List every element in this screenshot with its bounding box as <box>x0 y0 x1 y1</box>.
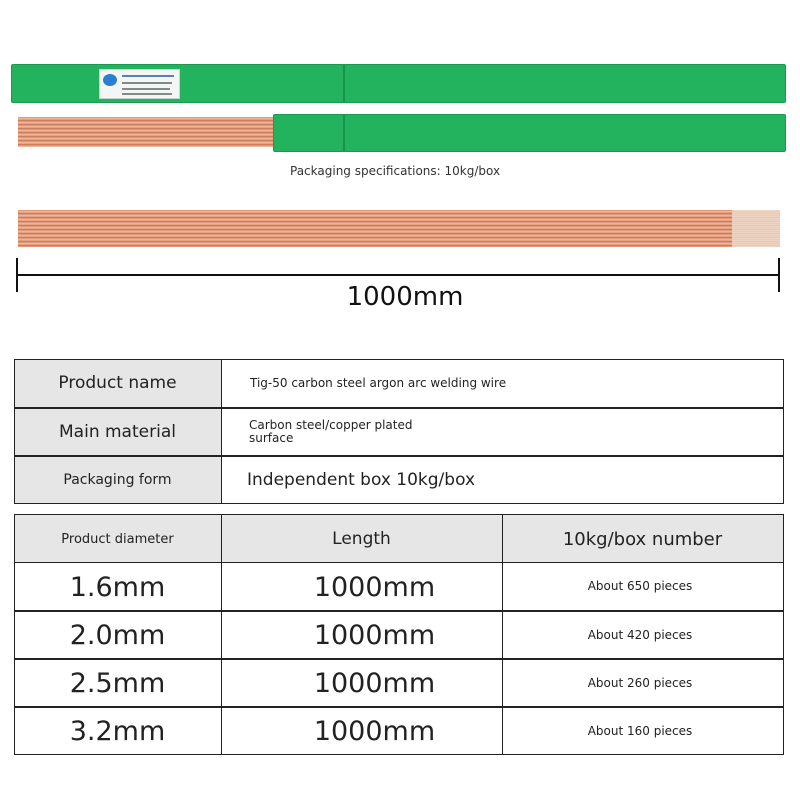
size-header-length: Length <box>332 529 391 549</box>
size-cell-diameter: 2.5mm <box>69 667 166 699</box>
open-box-tube <box>273 114 786 152</box>
size-cell-diameter: 3.2mm <box>69 715 166 747</box>
spec-value-main-material: Carbon steel/copper plated surface <box>249 418 413 445</box>
size-cell-count: About 650 pieces <box>587 578 693 593</box>
spec-value-product-name: Tig-50 carbon steel argon arc welding wire <box>250 376 507 390</box>
size-cell-length: 1000mm <box>313 715 436 747</box>
size-cell-length: 1000mm <box>313 571 436 603</box>
spec-label-packaging-form: Packaging form <box>63 472 172 488</box>
size-header-count: 10kg/box number <box>562 528 723 550</box>
spec-label-main-material: Main material <box>59 422 176 442</box>
size-cell-diameter: 1.6mm <box>69 571 166 603</box>
size-cell-count: About 260 pieces <box>587 676 693 690</box>
rod-tips <box>732 210 780 247</box>
dimension-line <box>16 274 780 276</box>
spec-label-product-name: Product name <box>58 373 177 393</box>
size-header-diameter: Product diameter <box>61 531 174 547</box>
size-cell-diameter: 2.0mm <box>69 619 166 651</box>
packaging-caption: Packaging specifications: 10kg/box <box>290 164 501 178</box>
tube-seam <box>343 115 345 151</box>
size-cell-count: About 160 pieces <box>587 724 693 738</box>
dimension-tick-right <box>778 258 780 292</box>
spec-value-packaging-form: Independent box 10kg/box <box>247 470 476 490</box>
box-label-sticker <box>99 69 180 99</box>
closed-box-tube <box>11 64 786 103</box>
length-dimension-label: 1000mm <box>346 282 464 312</box>
tube-seam <box>343 65 345 102</box>
copper-rods-protruding <box>18 117 280 147</box>
size-cell-length: 1000mm <box>313 619 436 651</box>
copper-rods-bundle <box>18 210 780 247</box>
size-cell-length: 1000mm <box>313 667 436 699</box>
brand-logo-icon <box>103 74 117 86</box>
size-cell-count: About 420 pieces <box>587 628 693 642</box>
